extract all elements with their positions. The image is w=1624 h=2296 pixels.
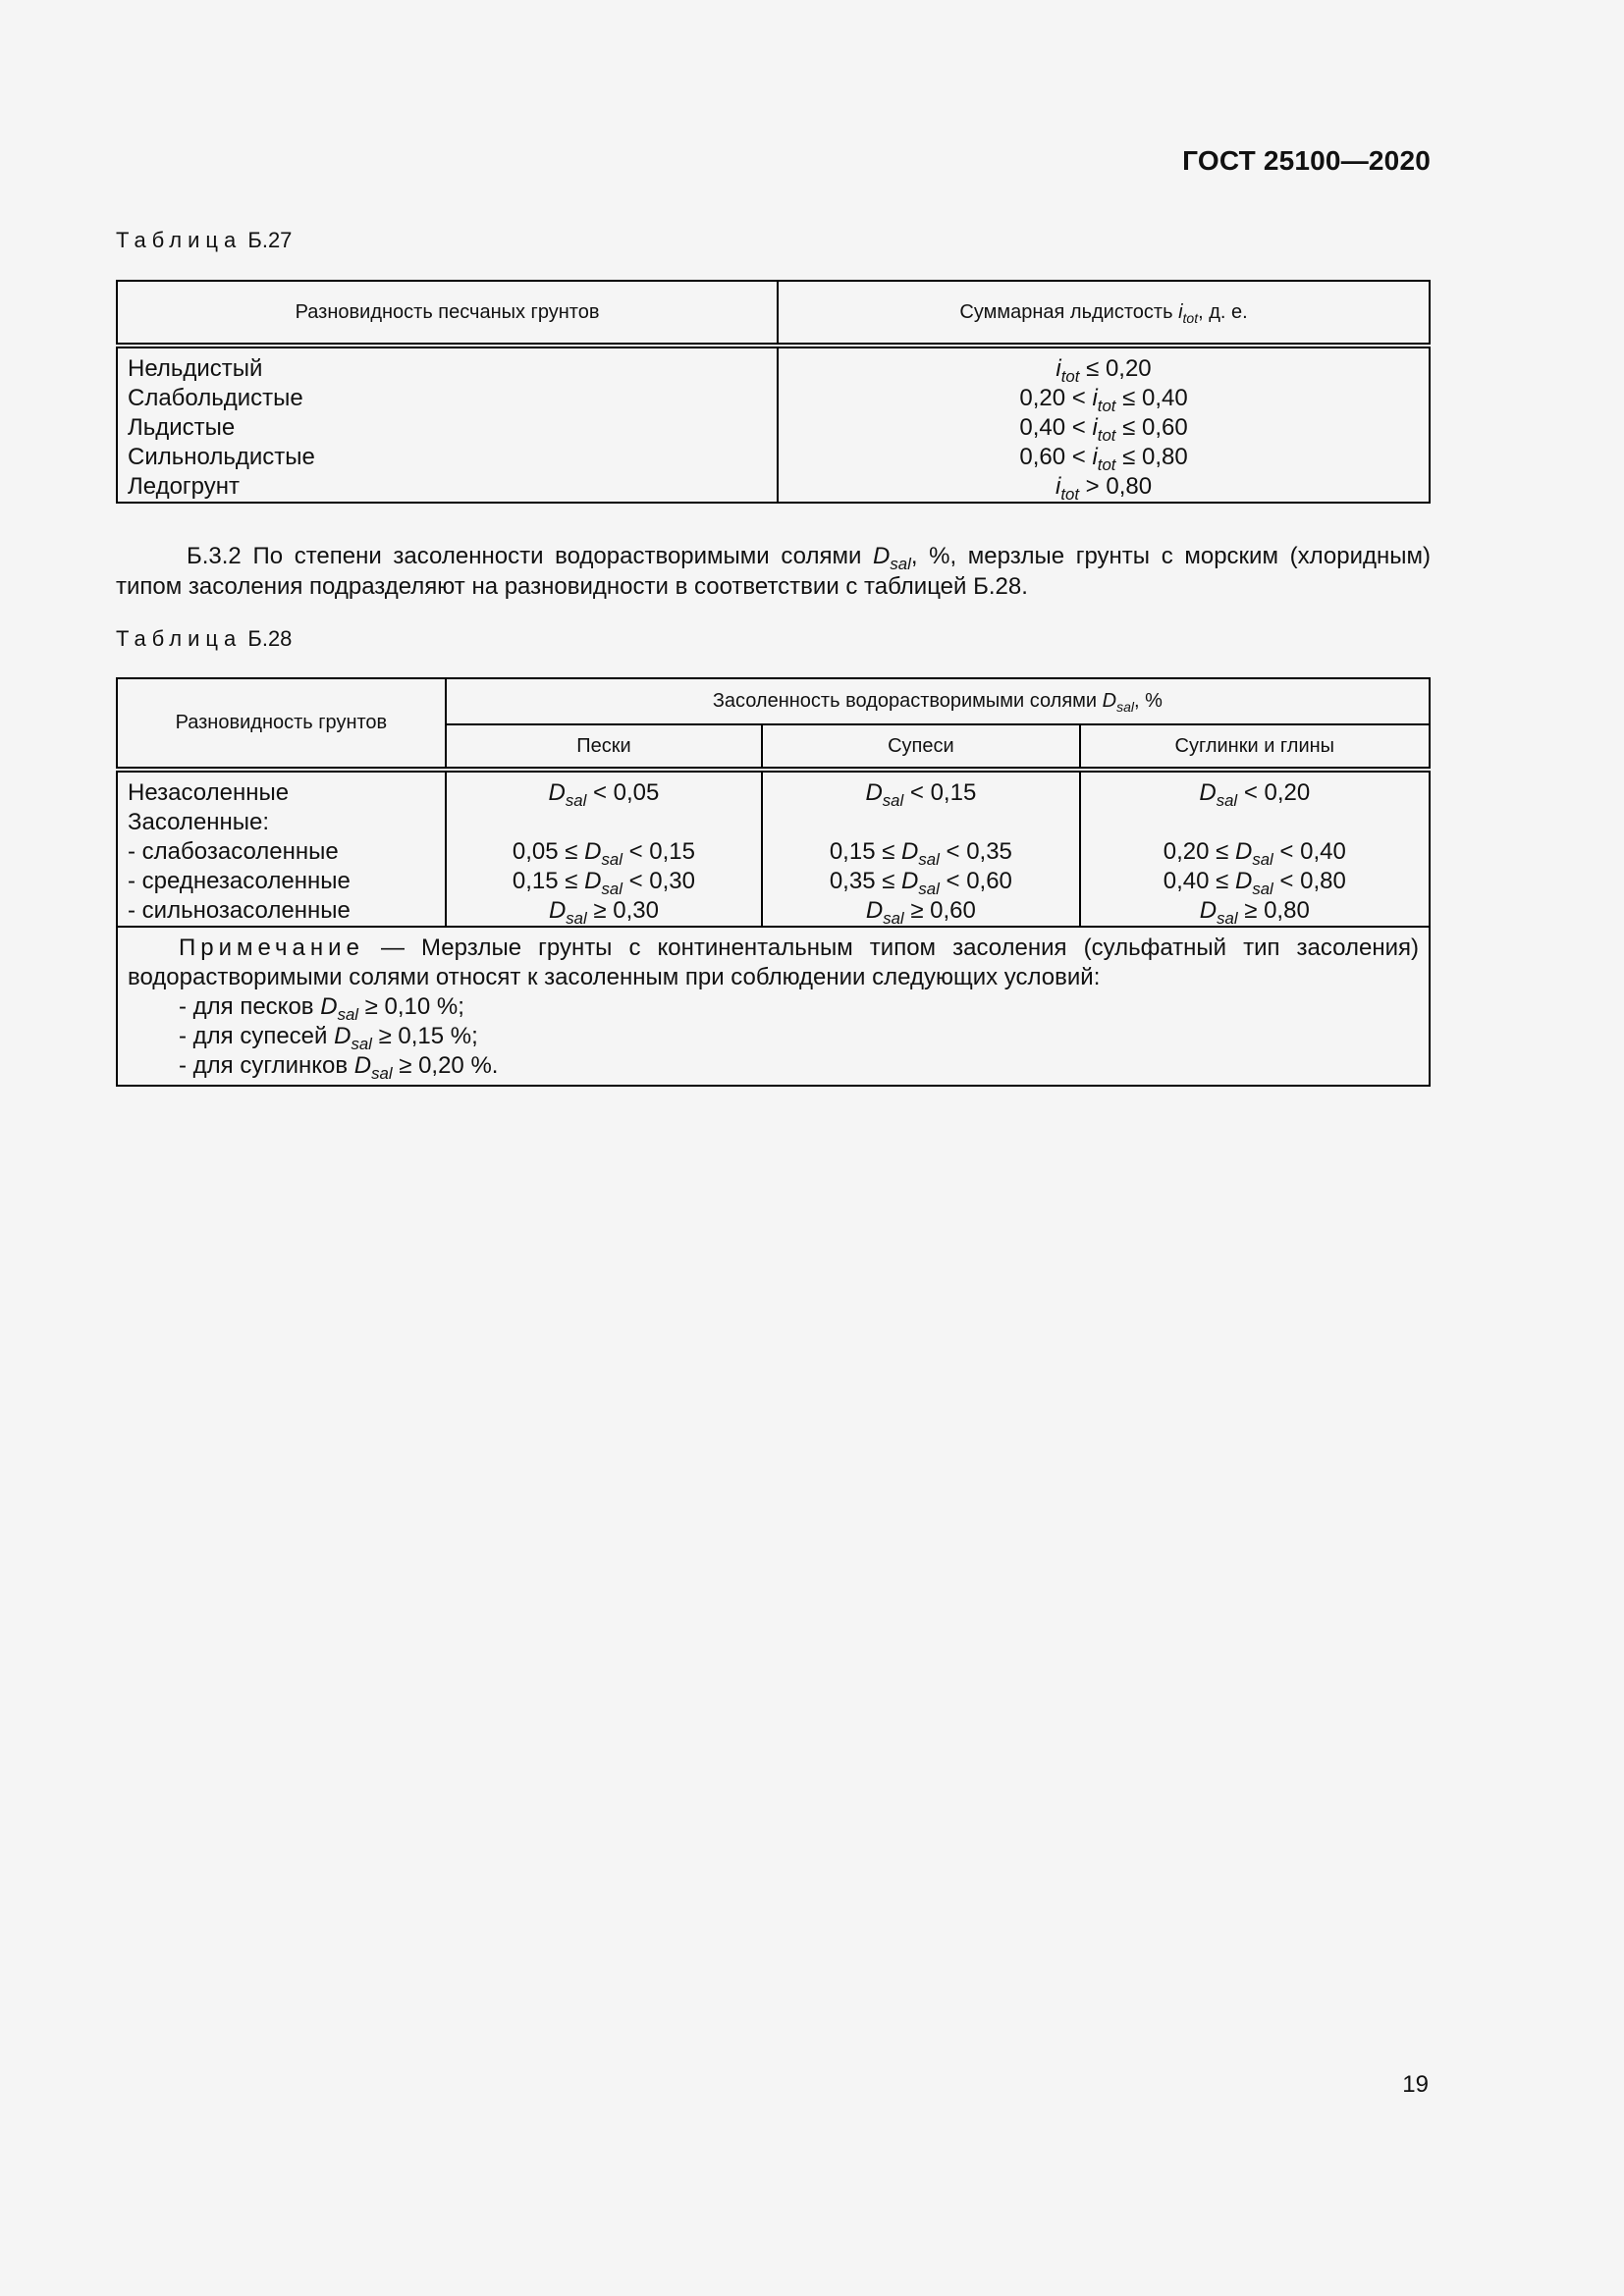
table-b28-value: $D_{sal} \ge 0,80$ [1199, 897, 1310, 928]
table-b28-value: $0,40 \le D_{sal} < 0,80$ [1163, 868, 1346, 898]
table-b28-name: Засоленные: [128, 809, 270, 835]
table-b28-header-sandy-loams: Супеси [762, 724, 1079, 770]
table-b27-value: $0,40 < i_{tot} \le 0,60$ [1019, 414, 1188, 445]
note-label: Примечание [179, 934, 364, 961]
page-number: 19 [1402, 2071, 1429, 2098]
table-b27-name: Нельдистый [128, 355, 263, 382]
table-b28-header-sands: Пески [446, 724, 762, 770]
header-unit: , д. е. [1198, 300, 1248, 323]
table-b28-loams-clays-values [1080, 770, 1430, 927]
table-b28-value: $0,15 \le D_{sal} < 0,30$ [512, 868, 695, 898]
table-b27 [116, 280, 1431, 504]
table-b28-name: - слабозасоленные [128, 838, 339, 865]
caption-word: Таблица [116, 626, 243, 651]
table-b27-caption [116, 228, 292, 253]
table-b28-value: $0,20 \le D_{sal} < 0,40$ [1163, 838, 1346, 869]
note-item: - для песков $D_{sal} \ge 0,10$ %; [179, 993, 464, 1024]
table-b28-sandy-loams-values [762, 770, 1079, 927]
table-b27-value: $i_{tot} \le 0,20$ [1056, 355, 1152, 386]
table-b28-value: $0,05 \le D_{sal} < 0,15$ [512, 838, 695, 869]
subscript: tot [1182, 309, 1199, 326]
table-b27-name: Льдистые [128, 414, 236, 441]
caption-number: Б.28 [247, 626, 293, 651]
table-b28-value-empty [763, 808, 1078, 837]
paragraph-b32: Б.3.2 По степени засоленности водорастворимыми солями $D_{sal}$, %, мерзлые грунты с морским (хлоридным) типом засоления подразделяют на разновидности в соответствии с таблицей Б.28. [116, 543, 1431, 600]
table-b28-name: - среднезасоленные [128, 868, 351, 894]
table-b27-values [778, 346, 1430, 503]
table-b27-name: Сильнольдистые [128, 444, 315, 470]
note-item: - для супесей $D_{sal} \ge 0,15$ %; [179, 1023, 478, 1053]
header-text: Суммарная льдистость [959, 300, 1179, 323]
table-b28-sands-values [446, 770, 762, 927]
table-b27-name: Ледогрунт [128, 473, 240, 500]
table-b28-value: $0,15 \le D_{sal} < 0,35$ [829, 838, 1012, 869]
table-b28-value: $D_{sal} < 0,20$ [1199, 779, 1311, 810]
table-b28-value: $0,35 \le D_{sal} < 0,60$ [829, 868, 1012, 898]
caption-word: Таблица [116, 228, 243, 252]
note-item: - для суглинков $D_{sal} \ge 0,20$ %. [179, 1052, 499, 1083]
table-b28-value-empty [447, 808, 761, 837]
table-b28-value: $D_{sal} \ge 0,30$ [548, 897, 659, 928]
table-b28-header-type: Разновидность грунтов [117, 678, 446, 770]
table-b27-header-ice [778, 281, 1430, 346]
caption-number: Б.27 [247, 228, 293, 252]
table-b28-name: Незасоленные [128, 779, 290, 806]
table-b27-value: $0,60 < i_{tot} \le 0,80$ [1019, 444, 1188, 474]
table-b28-value: $D_{sal} < 0,05$ [548, 779, 660, 810]
table-b27-value: $i_{tot} > 0,80$ [1056, 473, 1153, 504]
table-b28-header-loams-clays: Суглинки и глины [1080, 724, 1430, 770]
table-b27-names [117, 346, 778, 503]
table-b27-header-type: Разновидность песчаных грунтов [117, 281, 778, 346]
table-b28-note [117, 927, 1430, 1086]
table-b28-value: $D_{sal} \ge 0,60$ [865, 897, 976, 928]
table-b28-value-empty [1081, 808, 1429, 837]
table-b28-names [117, 770, 446, 927]
table-b28 [116, 677, 1431, 1087]
document-id: ГОСТ 25100—2020 [1182, 145, 1431, 176]
table-b28-header-salinity: Засоленность водорастворимыми солями $D_{sal}$, % [446, 678, 1430, 724]
table-b28-name: - сильнозасоленные [128, 897, 351, 924]
table-b28-caption [116, 626, 292, 652]
symbol: i [1178, 300, 1183, 323]
table-b28-value: $D_{sal} < 0,15$ [865, 779, 977, 810]
table-b27-name: Слабольдистые [128, 385, 303, 411]
note-text: Примечание — Мерзлые грунты с континентальным типом засоления (сульфатный тип засоления) водорастворимыми солями относят к засоленным при соблюдении следующих условий: [128, 934, 1419, 990]
table-b27-value: $0,20 < i_{tot} \le 0,40$ [1019, 385, 1188, 415]
